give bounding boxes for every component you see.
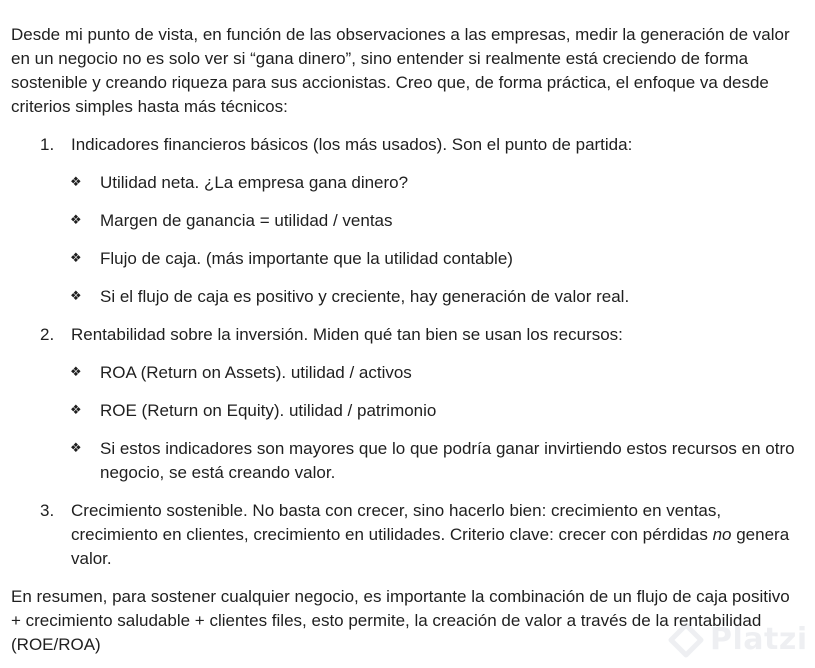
section-1-text: Indicadores financieros básicos (los más usados). Son el punto de partida:: [71, 135, 633, 154]
document-body: [11, 23, 801, 657]
bullet-text: Margen de ganancia = utilidad / ventas: [100, 211, 393, 230]
diamond-bullet-icon: ❖: [70, 289, 82, 304]
bullet-text: Flujo de caja. (más importante que la utilidad contable): [100, 249, 513, 268]
section-2-number: 2.: [40, 325, 55, 344]
bullet-text: Utilidad neta. ¿La empresa gana dinero?: [100, 173, 409, 192]
list-item: [11, 247, 801, 271]
section-3: [11, 499, 801, 571]
section-3-emphasis: no: [712, 525, 732, 544]
section-2: [11, 323, 801, 485]
list-item: [11, 209, 801, 233]
section-1-heading: [11, 133, 801, 157]
diamond-bullet-icon: ❖: [70, 441, 82, 456]
list-item: [11, 171, 801, 195]
diamond-bullet-icon: ❖: [70, 365, 82, 380]
section-1-number: 1.: [40, 135, 55, 154]
section-2-heading: [11, 323, 801, 347]
list-item: [11, 285, 801, 309]
section-3-number: 3.: [40, 501, 55, 520]
bullet-text: Si el flujo de caja es positivo y creciente, hay generación de valor real.: [100, 287, 630, 306]
list-item: [11, 399, 801, 423]
section-3-text-before: Crecimiento sostenible. No basta con crecer, sino hacerlo bien: crecimiento en ventas, crecimiento en clientes, crecimiento en utilidades. Criterio clave: crecer con pérdidas: [71, 501, 722, 544]
diamond-bullet-icon: ❖: [70, 175, 82, 190]
list-item: [11, 361, 801, 385]
outro-paragraph: En resumen, para sostener cualquier negocio, es importante la combinación de un flujo de caja positivo + crecimiento saludable + clientes files, esto permite, la creación de valor a través de la rentabilidad (ROE/ROA): [11, 587, 790, 654]
diamond-bullet-icon: ❖: [70, 403, 82, 418]
diamond-bullet-icon: ❖: [70, 213, 82, 228]
section-2-text: Rentabilidad sobre la inversión. Miden qué tan bien se usan los recursos:: [71, 325, 623, 344]
bullet-text: ROE (Return on Equity). utilidad / patrimonio: [100, 401, 437, 420]
section-1: [11, 133, 801, 309]
bullet-text: ROA (Return on Assets). utilidad / activos: [100, 363, 412, 382]
section-3-heading: [11, 499, 801, 571]
section-1-bullets: [11, 171, 801, 309]
watermark-text: Platzi: [710, 622, 808, 657]
list-item: [11, 437, 801, 485]
bullet-text: Si estos indicadores son mayores que lo que podría ganar invirtiendo estos recursos en otro negocio, se está creando valor.: [100, 439, 795, 482]
section-3-text-after: genera valor.: [71, 525, 790, 568]
diamond-bullet-icon: ❖: [70, 251, 82, 266]
intro-paragraph: Desde mi punto de vista, en función de las observaciones a las empresas, medir la generación de valor en un negocio no es solo ver si “gana dinero”, sino entender si realmente está creciendo de forma sostenible y creando riqueza para sus accionistas. Creo que, de forma práctica, el enfoque va desde criterios simples hasta más técnicos:: [11, 25, 790, 116]
section-2-bullets: [11, 361, 801, 485]
